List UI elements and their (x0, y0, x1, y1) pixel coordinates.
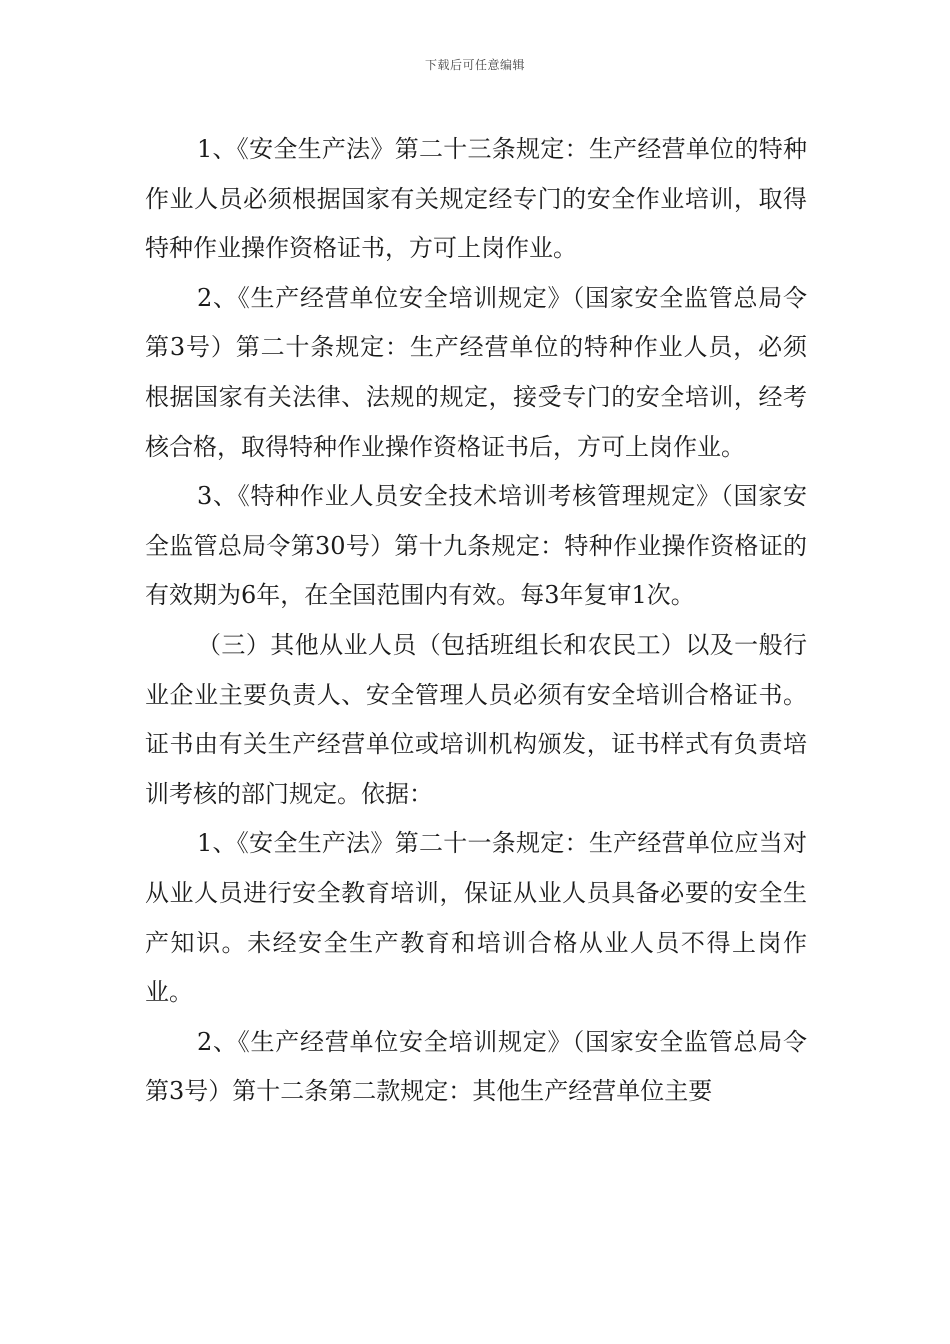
paragraph-4: （三）其他从业人员（包括班组长和农民工）以及一般行业企业主要负责人、安全管理人员必须有安全培训合格证书。证书由有关生产经营单位或培训机构颁发，证书样式有负责培训考核的部门规定。依据： (145, 630, 807, 808)
paragraph-1: 1、《安全生产法》第二十三条规定：生产经营单位的特种作业人员必须根据国家有关规定经专门的安全作业培训，取得特种作业操作资格证书，方可上岗作业。 (145, 135, 807, 263)
paragraph-2: 2、《生产经营单位安全培训规定》（国家安全监管总局令第3号）第二十条规定：生产经营单位的特种作业人员，必须根据国家有关法律、法规的规定，接受专门的安全培训，经考核合格，取得特种作业操作资格证书后，方可上岗作业。 (145, 283, 807, 461)
document-body (145, 125, 807, 1117)
page-header: 下载后可任意编辑 (424, 58, 525, 72)
paragraph-6: 2、《生产经营单位安全培训规定》（国家安全监管总局令第3号）第十二条第二款规定：其他生产经营单位主要 (145, 1027, 807, 1106)
paragraph-3: 3、《特种作业人员安全技术培训考核管理规定》（国家安全监管总局令第30号）第十九条规定：特种作业操作资格证的有效期为6年，在全国范围内有效。每3年复审1次。 (145, 482, 807, 610)
paragraph-5: 1、《安全生产法》第二十一条规定：生产经营单位应当对从业人员进行安全教育培训，保证从业人员具备必要的安全生产知识。未经安全生产教育和培训合格从业人员不得上岗作业。 (145, 829, 807, 1007)
